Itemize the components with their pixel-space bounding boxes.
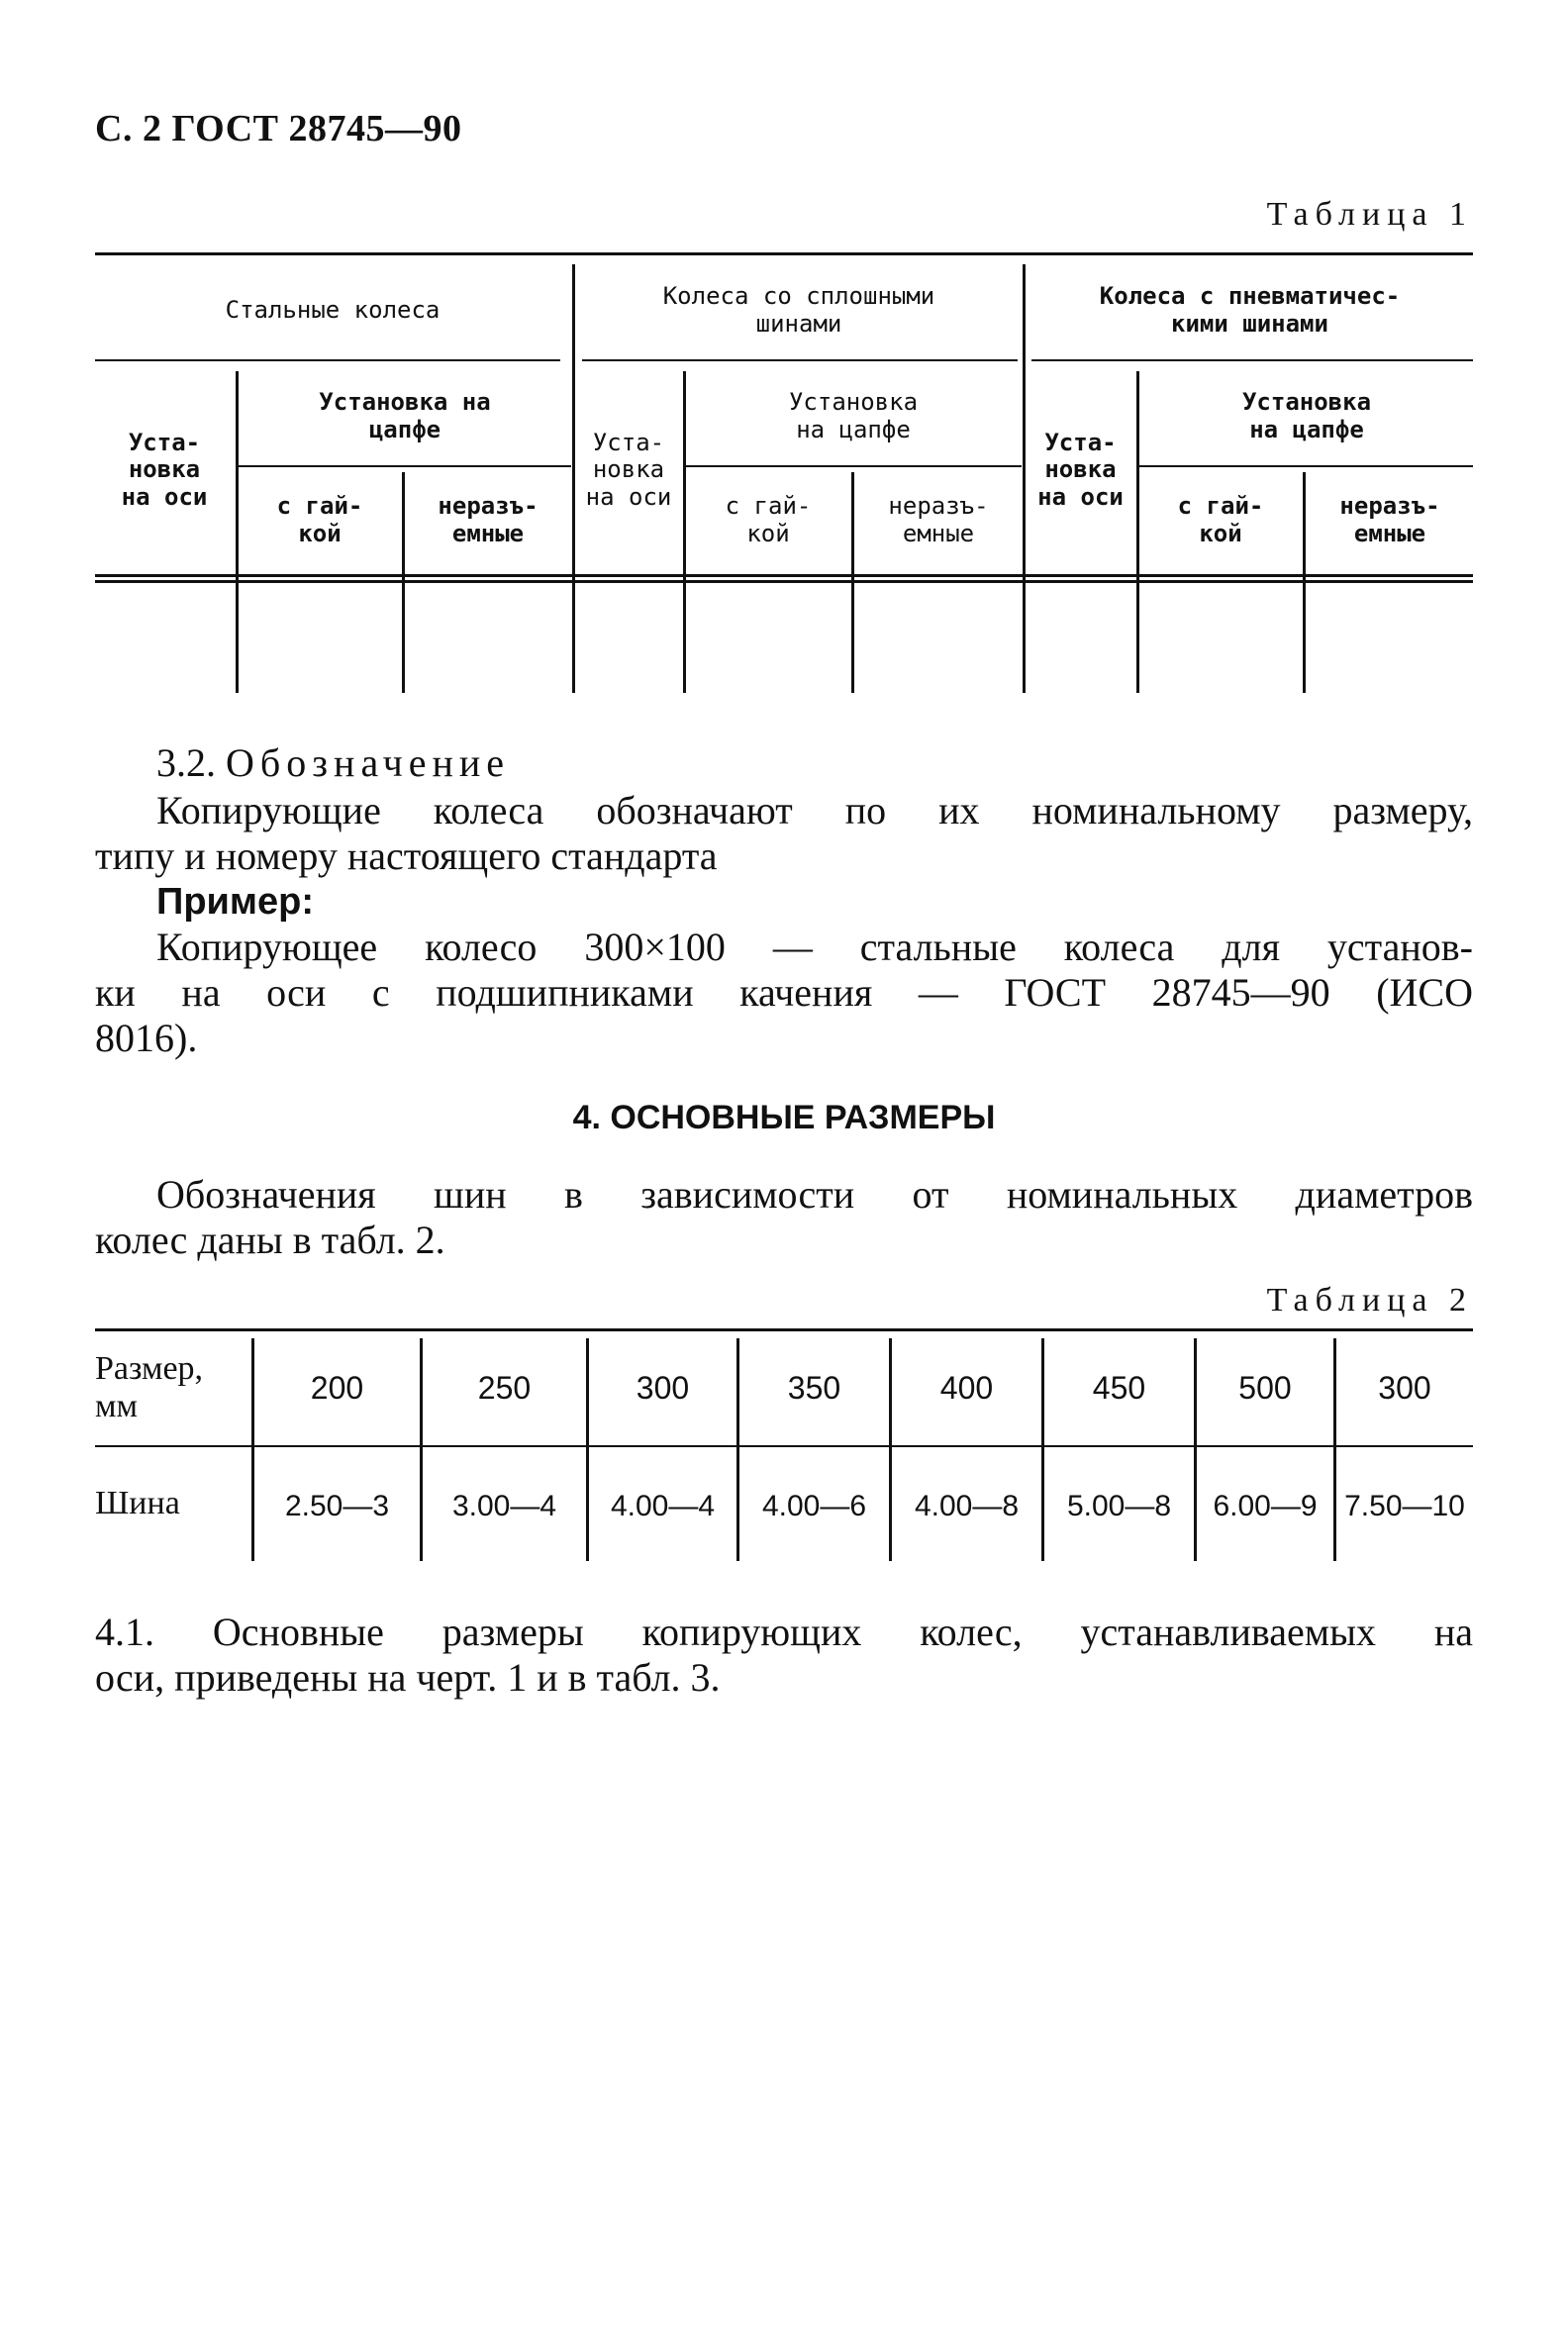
example-line3: 8016). [95, 1016, 198, 1060]
table2-caption: Таблица 2 [1266, 1282, 1473, 1319]
table1-group2-title: Колеса со сплошными шинами [662, 282, 935, 338]
table1-header-rule-b [95, 580, 1473, 583]
table1-g2-axle-divider [683, 371, 686, 693]
section-3-2-title: Обозначение [226, 740, 511, 785]
table1-header-rule-a [95, 574, 1473, 577]
table1-group3-nonremovable: неразъ- емные [1339, 492, 1440, 547]
table2-size-cell: 450 [1092, 1369, 1146, 1406]
table2-size-cell: 200 [310, 1369, 364, 1406]
section-3-2-line1: Копирующие колеса обозначают по их номинальному размеру, [156, 788, 1473, 832]
table1-g3-nut-divider [1303, 472, 1306, 693]
table2-top-rule [95, 1328, 1473, 1331]
table1-group1-title: Стальные колеса [225, 296, 441, 325]
table2-tyre-cell: 4.00—6 [761, 1490, 867, 1522]
table2-tyre-cell: 4.00—8 [914, 1490, 1020, 1522]
table1-group1-journal: Установка на цапфе [319, 388, 491, 443]
table2-row1-label: Размер, мм [95, 1350, 204, 1424]
table1-group1-nonremovable: неразъ- емные [438, 492, 539, 547]
table1-group3-underline [1031, 359, 1473, 361]
table2-row2-label: Шина [95, 1485, 180, 1521]
section-4-line1: Обозначения шин в зависимости от номинальных диаметров [156, 1172, 1473, 1217]
table2-tyre-cell: 2.50—3 [284, 1490, 390, 1522]
table1-group-divider-2 [1023, 264, 1026, 693]
table2-size-cell: 300 [636, 1369, 690, 1406]
table2-middle-rule [95, 1445, 1473, 1447]
table1-caption: Таблица 1 [1266, 196, 1473, 233]
example-line2: ки на оси с подшипниками качения — ГОСТ 28745—90 (ИСО [95, 970, 1473, 1015]
table1-g2-nut-divider [851, 472, 854, 693]
section-4-1-line2: оси, приведены на черт. 1 и в табл. 3. [95, 1655, 721, 1700]
section-3-2-line2: типу и номеру настоящего стандарта [95, 833, 718, 878]
table2-tyre-cell: 3.00—4 [451, 1490, 557, 1522]
table1-group3-title: Колеса с пневматичес- кими шинами [1099, 282, 1401, 338]
table2-tyre-cell: 7.50—10 [1344, 1490, 1465, 1522]
table1-g1-axle-divider [236, 371, 239, 693]
table2-size-cell: 250 [477, 1369, 532, 1406]
table1-group3-journal: Установка на цапфе [1241, 388, 1372, 443]
table1-group1-journal-underline [238, 465, 571, 467]
table1 [95, 252, 1473, 693]
table1-group2-journal-underline [685, 465, 1022, 467]
table2-size-cell: 350 [787, 1369, 841, 1406]
table1-group1-underline [95, 359, 560, 361]
table2-size-cell: 300 [1378, 1369, 1431, 1406]
table2-size-cell: 400 [939, 1369, 994, 1406]
table1-group3-nut: с гай- кой [1177, 492, 1264, 547]
table2-size-cell: 500 [1238, 1369, 1292, 1406]
table2-tyre-cell: 4.00—4 [610, 1490, 716, 1522]
table1-group3-journal-underline [1138, 465, 1473, 467]
page-header: С. 2 ГОСТ 28745—90 [95, 108, 462, 149]
table1-g1-nut-divider [402, 472, 405, 693]
section-4-heading: 4. ОСНОВНЫЕ РАЗМЕРЫ [572, 1099, 996, 1136]
table1-group1-nut: с гай- кой [276, 492, 363, 547]
table2-tyre-cell: 5.00—8 [1066, 1490, 1172, 1522]
table1-group2-underline [582, 359, 1018, 361]
section-3-2-heading [156, 740, 510, 786]
table1-group1-axle: Уста- новка на оси [121, 428, 208, 511]
section-4-1-line1: 4.1. Основные размеры копирующих колес, устанавливаемых на [95, 1610, 1473, 1654]
table1-group2-nonremovable: неразъ- емные [888, 492, 989, 547]
table1-group2-nut: с гай- кой [725, 492, 812, 547]
table1-group-divider-1 [572, 264, 575, 693]
table1-group2-journal: Установка на цапфе [788, 388, 919, 443]
section-4-line2: колес даны в табл. 2. [95, 1218, 445, 1262]
table1-top-rule [95, 252, 1473, 255]
table1-group3-axle: Уста- новка на оси [1037, 428, 1124, 511]
example-line1: Копирующее колесо 300×100 — стальные колеса для установ- [156, 925, 1473, 969]
section-3-2-number: 3.2. [156, 740, 216, 785]
table1-group2-axle: Уста- новка на оси [585, 428, 672, 511]
table2 [95, 1328, 1473, 1566]
example-label: Пример: [156, 881, 314, 923]
table2-tyre-cell: 6.00—9 [1213, 1490, 1318, 1522]
table1-g3-axle-divider [1136, 371, 1139, 693]
